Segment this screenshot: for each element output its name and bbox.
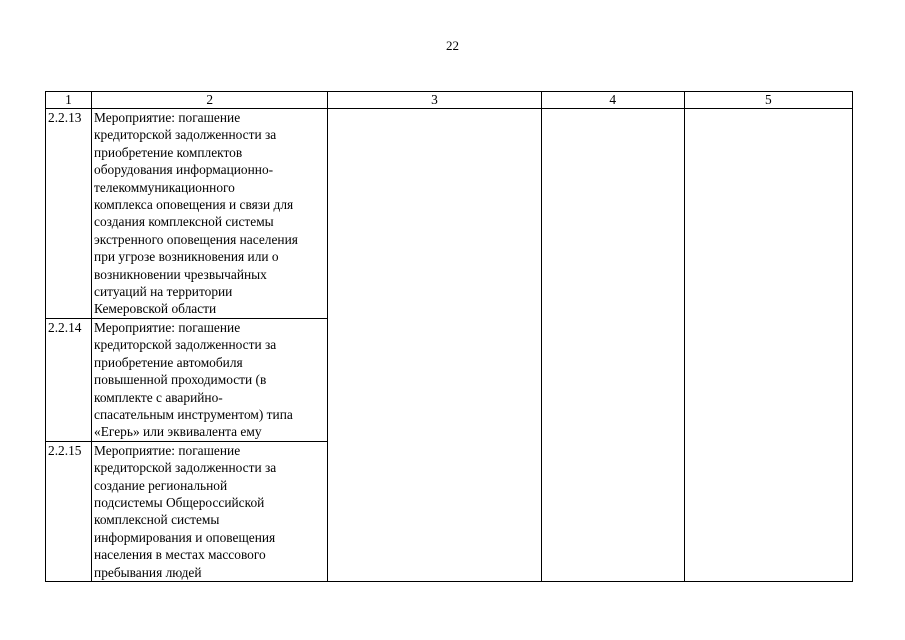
description-line: населения в местах массового bbox=[94, 547, 266, 563]
measure-description bbox=[92, 318, 328, 441]
description-line: спасательным инструментом) типа bbox=[94, 406, 293, 422]
description-line: приобретение автомобиля bbox=[94, 354, 243, 370]
description-line: создания комплексной системы bbox=[94, 214, 274, 230]
row-number: 2.2.15 bbox=[46, 441, 92, 581]
description-line: комплекте с аварийно- bbox=[94, 389, 223, 405]
description-line: информирования и оповещения bbox=[94, 529, 276, 545]
description-line: Мероприятие: погашение bbox=[94, 319, 241, 335]
description-line: создание региональной bbox=[94, 477, 228, 493]
description-line: при угрозе возникновения или о bbox=[94, 249, 279, 265]
column-3-cell bbox=[328, 109, 541, 582]
description-line: ситуаций на территории bbox=[94, 284, 233, 300]
table-header-row bbox=[46, 92, 853, 109]
column-header-3: 3 bbox=[328, 92, 541, 109]
description-line: Мероприятие: погашение bbox=[94, 110, 241, 125]
description-line: оборудования информационно- bbox=[94, 162, 274, 178]
column-header-4: 4 bbox=[541, 92, 684, 109]
row-number: 2.2.14 bbox=[46, 318, 92, 441]
page-number: 22 bbox=[446, 38, 459, 53]
description-line: кредиторской задолженности за bbox=[94, 127, 277, 143]
column-4-cell bbox=[541, 109, 684, 582]
description-line: комплекса оповещения и связи для bbox=[94, 197, 294, 213]
description-line: телекоммуникационного bbox=[94, 179, 235, 195]
description-line: кредиторской задолженности за bbox=[94, 337, 277, 353]
description-line: кредиторской задолженности за bbox=[94, 460, 277, 476]
measures-table bbox=[45, 91, 853, 582]
description-line: пребывания людей bbox=[94, 564, 202, 580]
measure-description bbox=[92, 109, 328, 319]
description-line: Кемеровской области bbox=[94, 301, 217, 317]
description-line: возникновении чрезвычайных bbox=[94, 266, 267, 282]
description-line: «Егерь» или эквивалента ему bbox=[94, 424, 262, 440]
column-header-1: 1 bbox=[46, 92, 92, 109]
description-line: комплексной системы bbox=[94, 512, 220, 528]
table-row bbox=[46, 109, 853, 319]
description-line: экстренного оповещения населения bbox=[94, 231, 298, 247]
description-line: подсистемы Общероссийской bbox=[94, 494, 265, 510]
description-line: повышенной проходимости (в bbox=[94, 372, 267, 388]
measure-description bbox=[92, 441, 328, 581]
column-header-5: 5 bbox=[684, 92, 852, 109]
column-5-cell bbox=[684, 109, 852, 582]
row-number: 2.2.13 bbox=[46, 109, 92, 319]
description-line: приобретение комплектов bbox=[94, 144, 243, 160]
description-line: Мероприятие: погашение bbox=[94, 442, 241, 458]
column-header-2: 2 bbox=[92, 92, 328, 109]
